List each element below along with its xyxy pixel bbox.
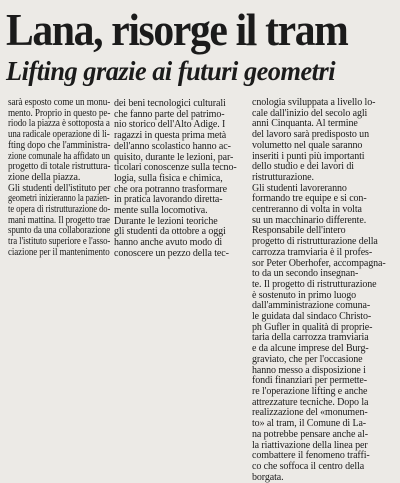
headline: Lana, risorge il tram [6, 4, 348, 55]
article-line: to» al tram, il Comune di La- [252, 418, 367, 430]
article-line: e da alcune imprese del Burg- [252, 343, 369, 355]
article-line: dei beni tecnologici culturali [114, 98, 226, 109]
subheadline: Lifting grazie ai futuri geometri [6, 56, 336, 86]
article-line: to da un secondo insegnan- [252, 268, 359, 280]
article-line: Gli studenti lavoreranno [252, 182, 347, 194]
article-line: cale dall'inizio del secolo agli [252, 107, 368, 119]
article-line: gli studenti da ottobre a oggi [114, 226, 226, 238]
article-line: una radicale operazione di li- [8, 129, 110, 141]
article-line: attrezzature tecniche. Dopo la [252, 396, 369, 408]
article-column-2 [114, 99, 248, 260]
article-line: sor Peter Oberhofer, accompagna- [252, 257, 386, 269]
article-line: Responsabile dell'intero [252, 225, 346, 237]
article-line: te opera di ristrutturazione do- [8, 204, 111, 216]
article-line: la riattivazione della linea per [252, 439, 368, 451]
article-line: nio storico dell'Alto Adige. I [114, 119, 226, 131]
article-line: inseriti i punti più importanti [252, 150, 365, 162]
article-line: logia, sulla fisica e chimica, [114, 172, 223, 184]
article-line: in pratica lavorando diretta- [114, 194, 223, 206]
article-line: co che soffoca il centro della [252, 460, 365, 472]
article-line: ristrutturazione. [252, 171, 314, 183]
article-line: centreranno di volta in volta [252, 204, 362, 216]
article-line: cnologia sviluppata a livello lo- [252, 97, 376, 108]
article-line: anni Cinquanta. Al termine [252, 118, 358, 130]
article-line: fondi finanziari per permette- [252, 375, 367, 387]
article-line: formando tre equipe e si con- [252, 193, 367, 205]
article-line: te. Il progetto di ristrutturazione [252, 278, 377, 290]
article-line: volumetto nel quale saranno [252, 139, 363, 151]
article-line: combattere il fenomeno traffi- [252, 450, 370, 462]
article-line: mente sulla locomotiva. [114, 205, 208, 217]
article-line: le guidata dal sindaco Christo- [252, 311, 372, 323]
article-line: sarà esposto come un monu- [8, 97, 111, 108]
article-line: taria della carrozza tramviaria [252, 332, 369, 344]
article-line: dall'amministrazione comuna- [252, 300, 371, 312]
article-line: progetto di totale ristruttura- [8, 161, 111, 173]
article-line: geometri inizieranno la pazien- [8, 193, 110, 205]
article-column-1 [8, 98, 110, 259]
article-line: borgata. [252, 471, 284, 483]
article-line: graviato, che per l'occasione [252, 353, 363, 365]
article-line: Durante le lezioni teoriche [114, 215, 218, 227]
article-line: zione comunale ha affidato un [8, 150, 110, 162]
article-line: che ora potranno trasformare [114, 183, 227, 195]
article-line: che fanno parte del patrimo- [114, 108, 225, 120]
article-line: ragazzi in questa prima metà [114, 130, 227, 142]
article-line: dell'anno scolastico hanno ac- [114, 140, 231, 152]
article-line: carrozza tramviaria è il profes- [252, 246, 373, 258]
article-line: re l'operazione lifting e anche [252, 385, 368, 397]
article-line: hanno messo a disposizione i [252, 364, 366, 376]
article-line: mani mattina. Il progetto trae [8, 214, 110, 226]
article-line: riodo la piazza è sottoposta a [8, 118, 110, 130]
article-column-3 [252, 98, 392, 483]
article-line: dello studio e dei lavori di [252, 161, 354, 173]
article-line: realizzazione del «monumen- [252, 407, 368, 419]
article-line: zione della piazza. [8, 171, 81, 183]
article-line: ticolari conoscenze sulla tecno- [114, 162, 237, 174]
article-line: ph Gufler in qualità di proprie- [252, 321, 373, 333]
article-line: quisito, durante le lezioni, par- [114, 151, 234, 163]
article-line: è sostenuto in primo luogo [252, 289, 357, 301]
article-line: spunto da una collaborazione [8, 225, 111, 237]
article-line: na potrebbe pensare anche al- [252, 428, 368, 440]
article-line: hanno anche avuto modo di [114, 237, 223, 249]
article-line: fting dopo che l'amministra- [8, 139, 111, 151]
article-line: conoscere un pezzo della tec- [114, 247, 229, 259]
article-line: tra l'istituto superiore e l'asso- [8, 236, 111, 248]
article-line: Gli studenti dell'istituto per [8, 182, 111, 194]
article-line: progetto di ristrutturazione della [252, 236, 378, 248]
article-line: ciazione per il mantenimento [8, 246, 110, 258]
article-line: del lavoro sarà predisposto un [252, 129, 369, 141]
article-line: su un macchinario differente. [252, 214, 367, 226]
article-line: mento. Proprio in questo pe- [8, 107, 111, 119]
